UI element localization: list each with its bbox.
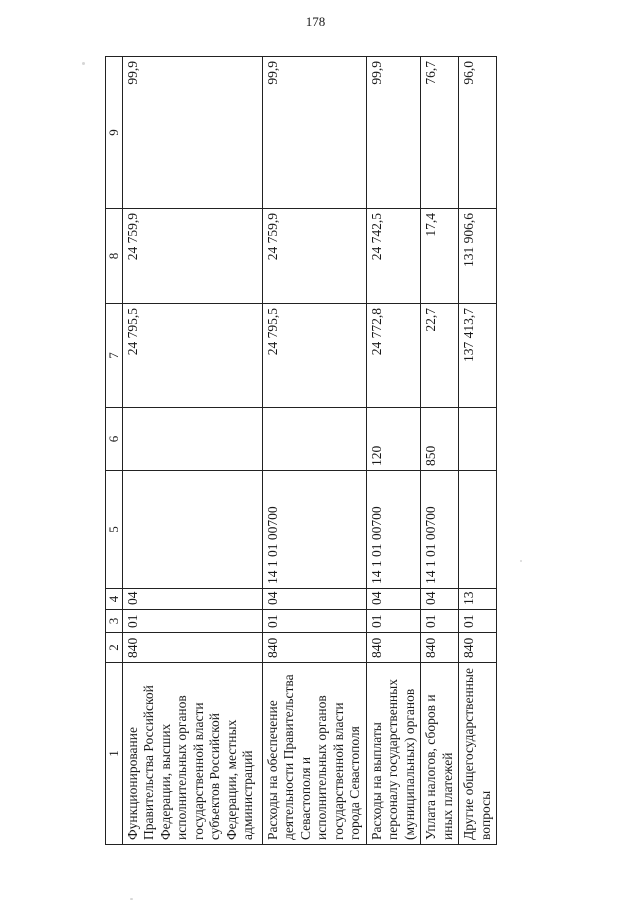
cell	[459, 408, 497, 471]
cell: 840	[123, 633, 263, 663]
cell: 01	[421, 610, 459, 633]
column-header: 2	[106, 633, 123, 663]
cell: 14 1 01 00700	[421, 471, 459, 589]
cell: 01	[263, 610, 367, 633]
cell: 24 759,9	[123, 209, 263, 304]
cell: 24 742,5	[366, 209, 420, 304]
cell: 24 759,9	[263, 209, 367, 304]
cell: 76,7	[421, 57, 459, 209]
cell: 04	[421, 589, 459, 610]
cell: 96,0	[459, 57, 497, 209]
column-header: 9	[106, 57, 123, 209]
cell: 14 1 01 00700	[366, 471, 420, 589]
cell: 840	[421, 633, 459, 663]
cell: 04	[366, 589, 420, 610]
column-header: 4	[106, 589, 123, 610]
cell: 131 906,6	[459, 209, 497, 304]
scan-speck	[82, 62, 85, 65]
cell: 24 772,8	[366, 304, 420, 408]
table-row	[366, 57, 420, 845]
cell	[123, 471, 263, 589]
row-name-cell: Функционирование Правительства Российской Федерации, высших исполнительных органов государственной власти субъектов Российской Федерации, местных администраций	[123, 663, 263, 845]
column-header: 1	[106, 663, 123, 845]
cell: 17,4	[421, 209, 459, 304]
table-row	[459, 57, 497, 845]
cell: 04	[123, 589, 263, 610]
cell: 01	[366, 610, 420, 633]
row-name-cell: Уплата налогов, сборов и иных платежей	[421, 663, 459, 845]
cell: 04	[263, 589, 367, 610]
cell	[263, 408, 367, 471]
column-header: 6	[106, 408, 123, 471]
cell: 99,9	[263, 57, 367, 209]
column-header: 7	[106, 304, 123, 408]
column-header: 3	[106, 610, 123, 633]
row-name-cell: Расходы на обеспечение деятельности Правительства Севастополя и исполнительных органов государственной власти города Севастополя	[263, 663, 367, 845]
cell: 840	[263, 633, 367, 663]
budget-table	[105, 56, 497, 845]
table-row	[263, 57, 367, 845]
cell: 13	[459, 589, 497, 610]
cell: 840	[459, 633, 497, 663]
table-row	[123, 57, 263, 845]
scan-speck	[520, 560, 522, 562]
cell: 850	[421, 408, 459, 471]
cell: 137 413,7	[459, 304, 497, 408]
cell: 24 795,5	[263, 304, 367, 408]
cell: 99,9	[123, 57, 263, 209]
row-name-cell: Расходы на выплаты персоналу государственных (муниципальных) органов	[366, 663, 420, 845]
cell: 99,9	[366, 57, 420, 209]
row-name-cell: Другие общегосударственные вопросы	[459, 663, 497, 845]
budget-table-rotated	[105, 57, 493, 845]
cell: 01	[123, 610, 263, 633]
cell: 01	[459, 610, 497, 633]
scan-speck	[130, 898, 133, 900]
column-header: 8	[106, 209, 123, 304]
cell: 120	[366, 408, 420, 471]
cell: 22,7	[421, 304, 459, 408]
cell	[123, 408, 263, 471]
cell: 24 795,5	[123, 304, 263, 408]
column-header: 5	[106, 471, 123, 589]
cell	[459, 471, 497, 589]
cell: 840	[366, 633, 420, 663]
cell: 14 1 01 00700	[263, 471, 367, 589]
table-row	[421, 57, 459, 845]
header-row	[106, 57, 123, 845]
page-number: 178	[305, 14, 326, 29]
